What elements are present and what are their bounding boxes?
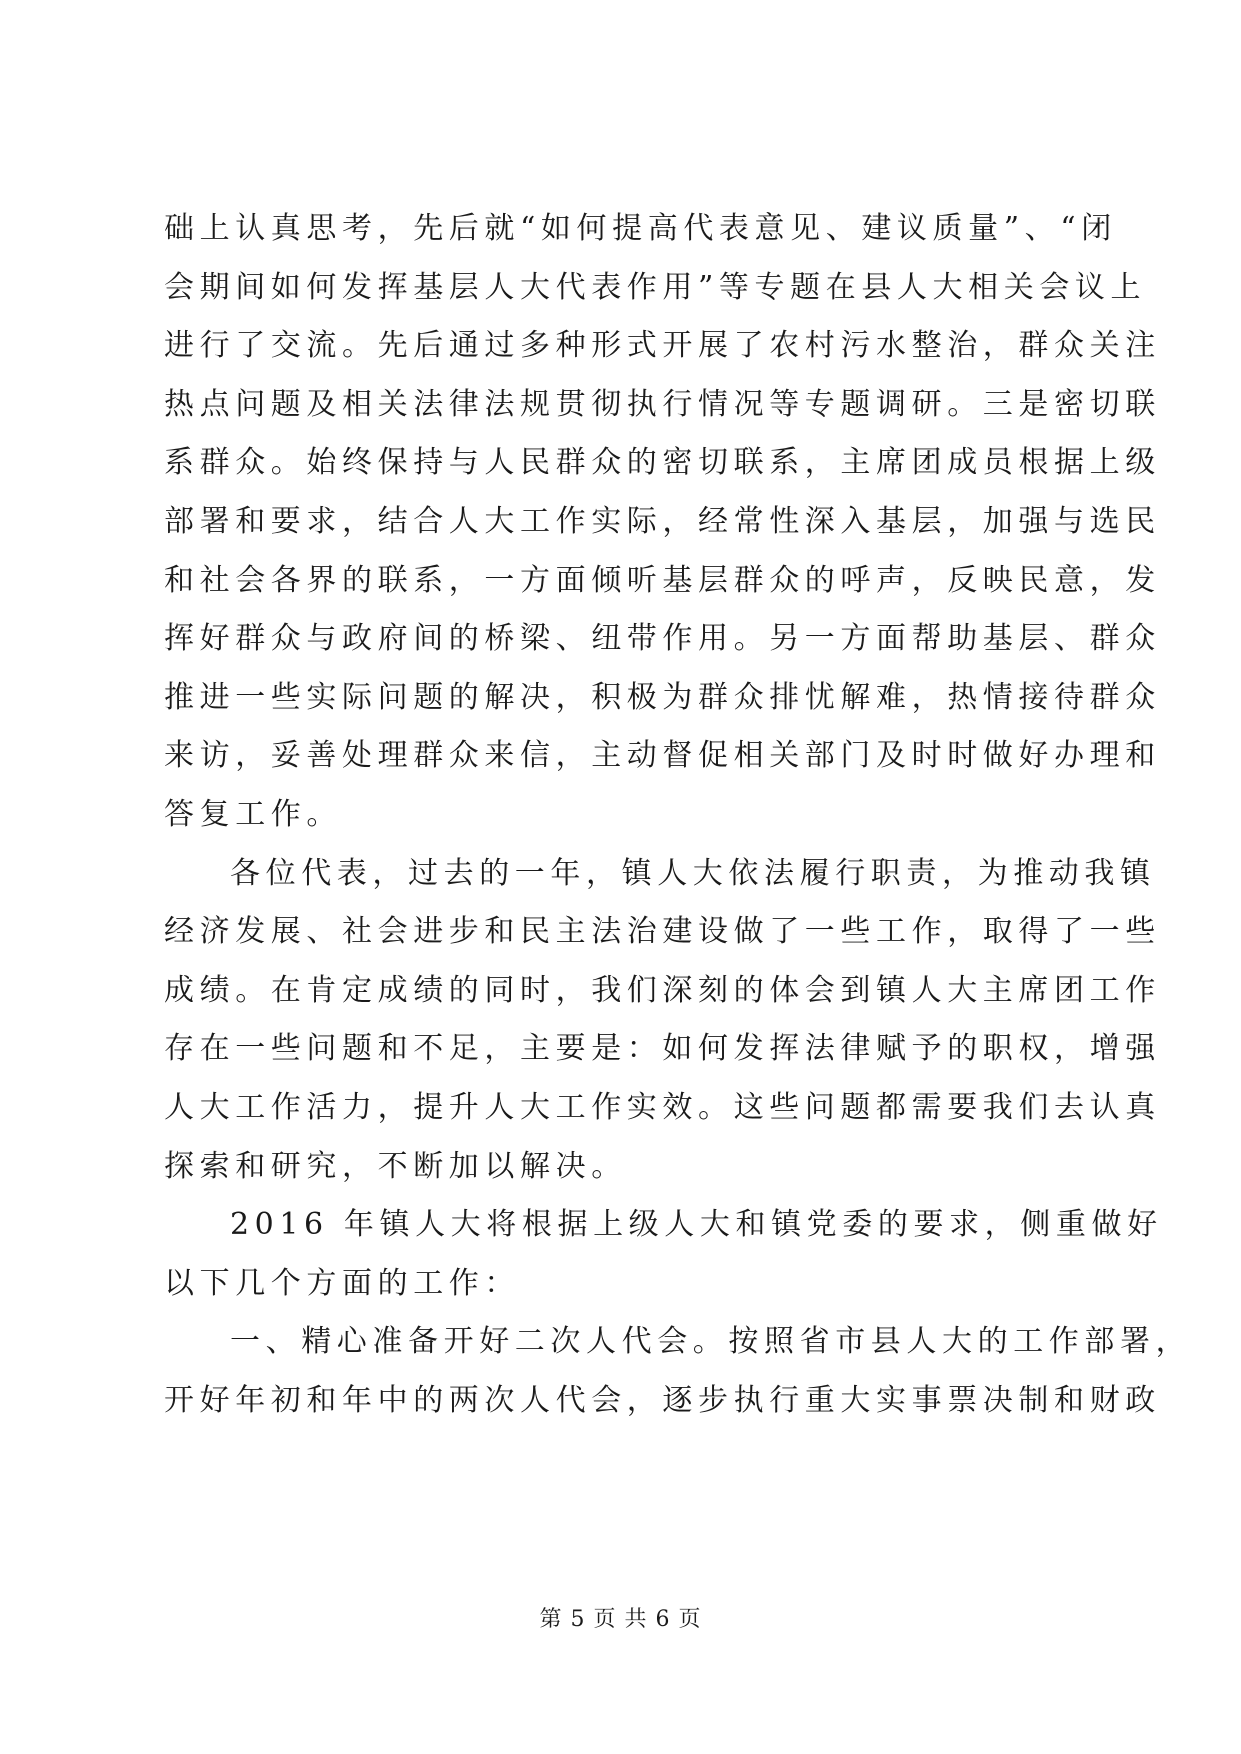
text-line: 存在一些问题和不足，主要是：如何发挥法律赋予的职权，增强 (164, 1031, 1161, 1067)
text-line: 成绩。在肯定成绩的同时，我们深刻的体会到镇人大主席团工作 (164, 972, 1161, 1008)
text-line: 推进一些实际问题的解决，积极为群众排忧解难，热情接待群众 (164, 679, 1161, 715)
text-line: 人大工作活力，提升人大工作实效。这些问题都需要我们去认真 (164, 1089, 1161, 1125)
text-line: 系群众。始终保持与人民群众的密切联系，主席团成员根据上级 (164, 445, 1161, 481)
text-line: 进行了交流。先后通过多种形式开展了农村污水整治，群众关注 (164, 328, 1161, 364)
text-line: 答复工作。 (164, 796, 342, 832)
text-line: 以下几个方面的工作： (164, 1265, 520, 1301)
text-line: 各位代表，过去的一年，镇人大依法履行职责，为推动我镇 (230, 855, 1156, 891)
document-body (164, 200, 1192, 1430)
text-line: 热点问题及相关法律法规贯彻执行情况等专题调研。三是密切联 (164, 386, 1161, 422)
text-line: 础上认真思考，先后就“如何提高代表意见、建议质量”、“闭 (164, 211, 1117, 246)
text-line: 探索和研究，不断加以解决。 (164, 1148, 627, 1184)
page-number-label: 第 5 页 共 6 页 (539, 1607, 702, 1632)
text-line: 经济发展、社会进步和民主法治建设做了一些工作，取得了一些 (164, 914, 1161, 950)
text-line: 和社会各界的联系，一方面倾听基层群众的呼声，反映民意，发 (164, 562, 1161, 598)
text-line: 会期间如何发挥基层人大代表作用”等专题在县人大相关会议上 (164, 269, 1147, 305)
text-line: 一、精心准备开好二次人代会。按照省市县人大的工作部署， (230, 1324, 1192, 1360)
text-line: 2016 年镇人大将根据上级人大和镇党委的要求，侧重做好 (230, 1207, 1163, 1243)
text-line: 开好年初和年中的两次人代会，逐步执行重大实事票决制和财政 (164, 1382, 1161, 1418)
text-line: 来访，妥善处理群众来信，主动督促相关部门及时时做好办理和 (164, 738, 1161, 774)
page-footer (0, 1606, 1241, 1634)
text-line: 部署和要求，结合人大工作实际，经常性深入基层，加强与选民 (164, 503, 1161, 539)
text-line: 挥好群众与政府间的桥梁、纽带作用。另一方面帮助基层、群众 (164, 621, 1161, 657)
